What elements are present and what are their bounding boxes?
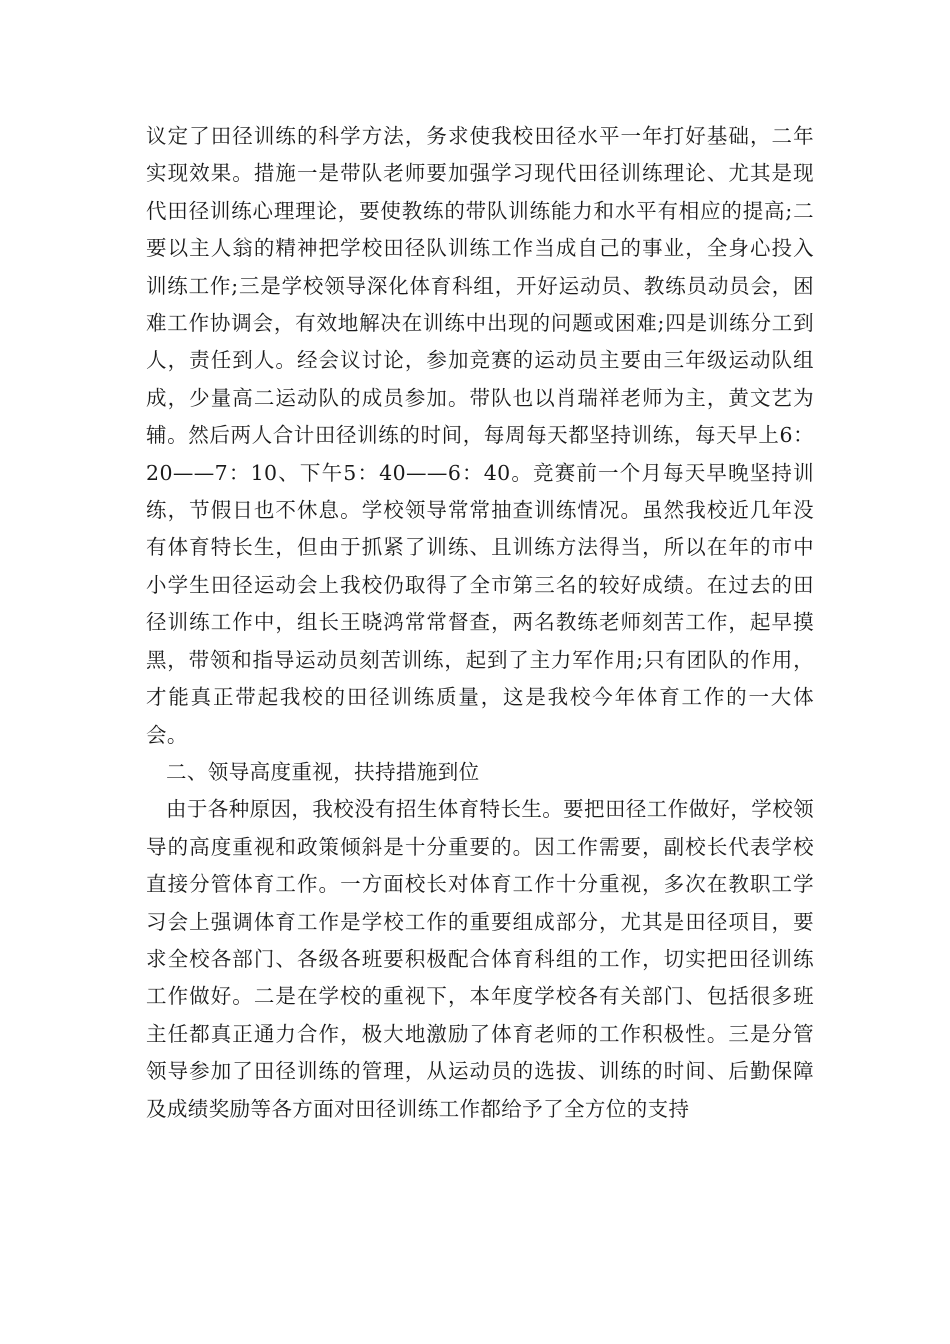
paragraph-training-methods: 议定了田径训练的科学方法，务求使我校田径水平一年打好基础，二年实现效果。措施一是带队老师要加强学习现代田径训练理论、尤其是现代田径训练心理理论，要使教练的带队训练能力和水平有相应的提高;二要以主人翁的精神把学校田径队训练工作当成自己的事业，全身心投入训练工作;三是学校领导深化体育科组，开好运动员、教练员动员会，困难工作协调会，有效地解决在训练中出现的问题或困难;四是训练分工到人，责任到人。经会议讨论，参加竞赛的运动员主要由三年级运动队组成，少量高二运动队的成员参加。带队也以肖瑞祥老师为主，黄文艺为辅。然后两人合计田径训练的时间，每周每天都坚持训练，每天早上6：20——7：10、下午5：40——6：40。竞赛前一个月每天早晚坚持训练，节假日也不休息。学校领导常常抽查训练情况。虽然我校近几年没有体育特长生，但由于抓紧了训练、且训练方法得当，所以在年的市中小学生田径运动会上我校仍取得了全市第三名的较好成绩。在过去的田径训练工作中，组长王晓鸿常常督查，两名教练老师刻苦工作，起早摸黑，带领和指导运动员刻苦训练，起到了主力军作用;只有团队的作用，才能真正带起我校的田径训练质量，这是我校今年体育工作的一大体会。 — [146, 124, 814, 747]
section-heading: 二、领导高度重视，扶持措施到位 — [166, 759, 480, 784]
paragraph-leadership-support: 由于各种原因，我校没有招生体育特长生。要把田径工作做好，学校领导的高度重视和政策倾斜是十分重要的。因工作需要，副校长代表学校直接分管体育工作。一方面校长对体育工作十分重视，多次在教职工学习会上强调体育工作是学校工作的重要组成部分，尤其是田径项目，要求全校各部门、各级各班要积极配合体育科组的工作，切实把田径训练工作做好。二是在学校的重视下，本年度学校各有关部门、包括很多班主任都真正通力合作，极大地激励了体育老师的工作积极性。三是分管领导参加了田径训练的管理，从运动员的选拔、训练的时间、后勤保障及成绩奖励等各方面对田径训练工作都给予了全方位的支持 — [146, 797, 814, 1121]
document-body — [146, 118, 814, 1128]
